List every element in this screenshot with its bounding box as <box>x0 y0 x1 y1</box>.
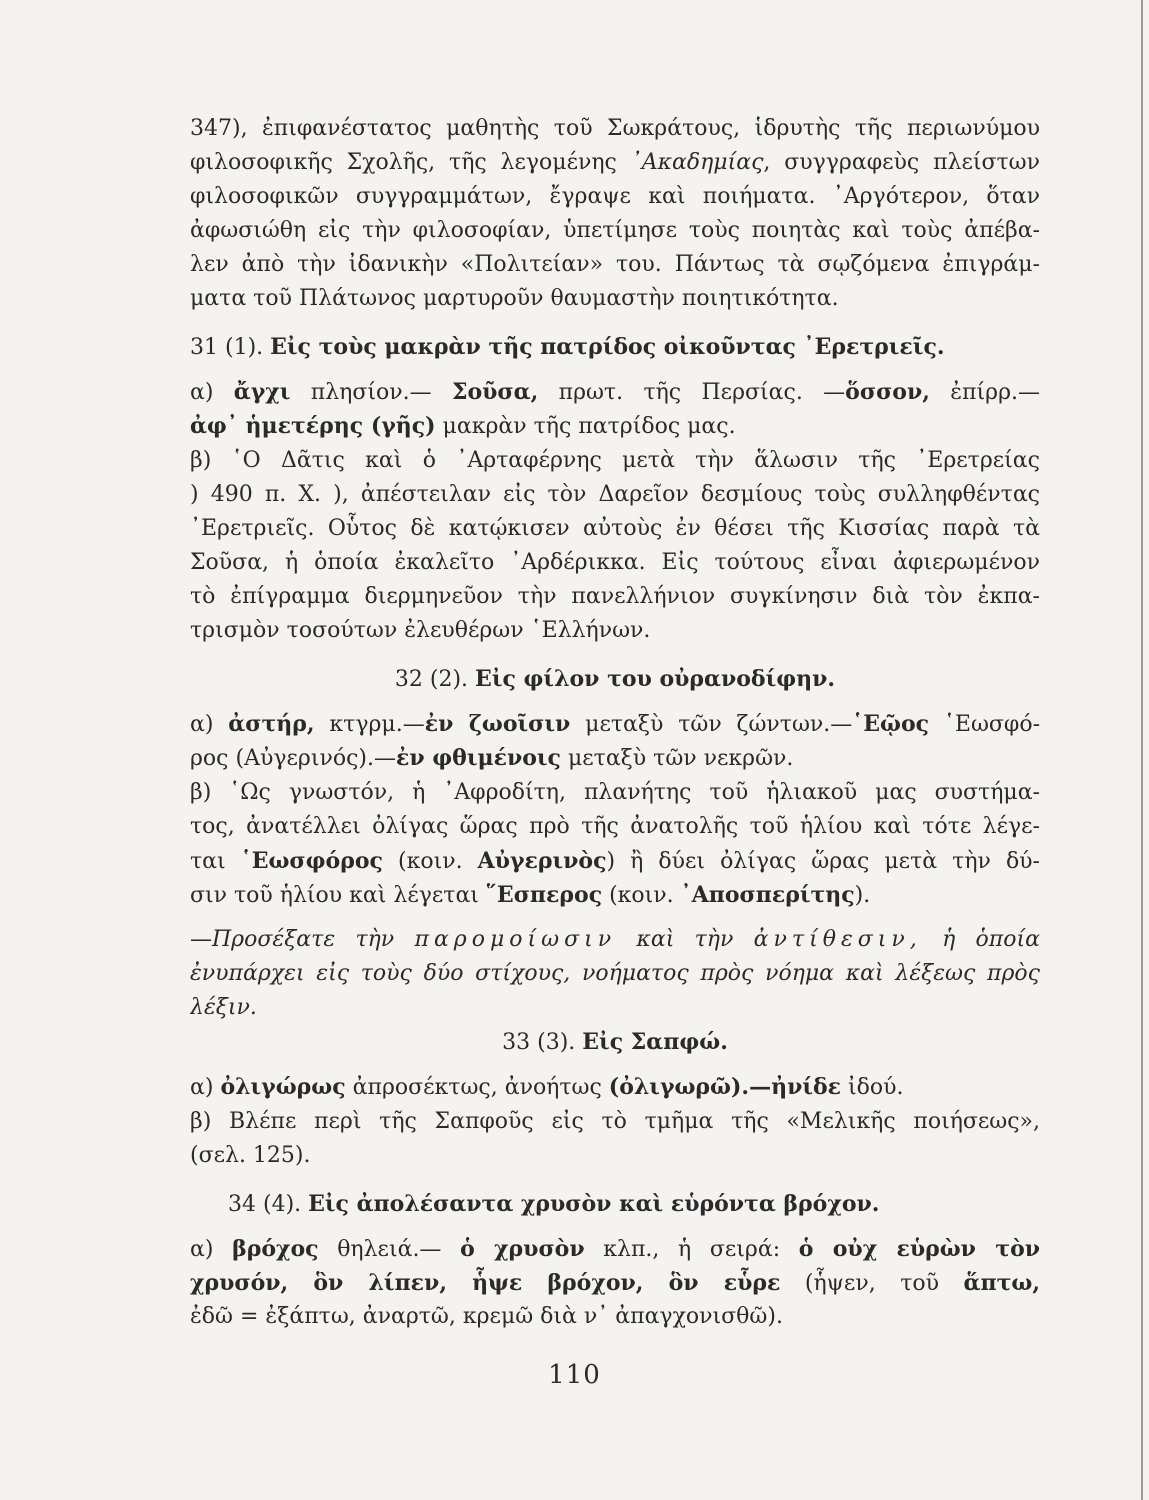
section-heading: 33 (3). Εἰς Σαπφώ. <box>502 1029 728 1055</box>
page-edge <box>1141 0 1143 1500</box>
intro-line: φιλοσοφικῆς Σχολῆς, τῆς λεγομένης ᾿Ακαδημίας, συγγραφεὺς πλείστων <box>190 150 1040 175</box>
note-line: τρισμὸν τοσούτων ἐλευθέρων ῾Ελλήνων. <box>190 618 651 643</box>
intro-line: 347), ἐπιφανέστατος μαθητὴς τοῦ Σωκράτους, ἱδρυτὴς τῆς περιωνύμου <box>190 116 1040 141</box>
note-line: ἐδῶ = ἐξάπτω, ἀναρτῶ, κρεμῶ διὰ ν᾿ ἀπαγχονισθῶ). <box>190 1304 783 1329</box>
intro-line: λεν ἀπὸ τὴν ἰδανικὴν «Πολιτείαν» του. Πάντως τὰ σῳζόμενα ἐπιγράμ- <box>190 252 1040 277</box>
page-number: 110 <box>548 1360 601 1390</box>
text-block <box>190 112 1040 1334</box>
intro-line: ματα τοῦ Πλάτωνος μαρτυροῦν θαυμαστὴν ποιητικότητα. <box>190 286 839 311</box>
note-line: α) βρόχος θηλειά.— ὁ χρυσὸν κλπ., ἡ σειρά: ὁ οὐχ εὑρὼν τὸν <box>190 1236 1040 1262</box>
section-heading: 31 (1). Εἰς τοὺς μακρὰν τῆς πατρίδος οἰκοῦντας ᾿Ερετριεῖς. <box>190 334 945 360</box>
note-line: α) ἄγχι πλησίον.— Σοῦσα, πρωτ. τῆς Περσίας. —ὅσσον, ἐπίρρ.— <box>190 379 1040 405</box>
note-line: σιν τοῦ ἡλίου καὶ λέγεται ῞Εσπερος (κοιν. ᾿Αποσπερίτης). <box>190 882 871 908</box>
note-line: ᾿Ερετριεῖς. Οὗτος δὲ κατῴκισεν αὐτοὺς ἐν θέσει τῆς Κισσίας παρὰ τὰ <box>190 516 1040 541</box>
note-line: ) 490 π. Χ. ), ἀπέστειλαν εἰς τὸν Δαρεῖον δεσμίους τοὺς συλληφθέντας <box>190 482 1040 507</box>
section-heading: 34 (4). Εἰς ἀπολέσαντα χρυσὸν καὶ εὑρόντα βρόχον. <box>228 1191 880 1217</box>
note-line: α) ἀστήρ, κτγρμ.—ἐν ζωοῖσιν μεταξὺ τῶν ζώντων.—῾Εῷος ῾Εωσφό- <box>190 711 1040 737</box>
note-line: ρος (Αὐγερινός).—ἐν φθιμένοις μεταξὺ τῶν νεκρῶν. <box>190 745 794 771</box>
note-line: Σοῦσα, ἡ ὁποία ἐκαλεῖτο ᾿Αρδέρικκα. Εἰς τούτους εἶναι ἀφιερωμένον <box>190 550 1040 575</box>
note-line: α) ὀλιγώρως ἀπροσέκτως, ἀνοήτως (ὀλιγωρῶ).—ἠνίδε ἰδού. <box>190 1074 904 1100</box>
remark-line: —Προσέξατε τὴν παρομοίωσιν καὶ τὴν ἀντίθεσιν, ἡ ὁποία <box>190 927 1040 952</box>
remark-line: ἐνυπάρχει εἰς τοὺς δύο στίχους, νοήματος πρὸς νόημα καὶ λέξεως πρὸς <box>190 961 1040 986</box>
intro-line: ἀφωσιώθη εἰς τὴν φιλοσοφίαν, ὑπετίμησε τοὺς ποιητὰς καὶ τοὺς ἀπέβα- <box>190 218 1040 243</box>
note-line: (σελ. 125). <box>190 1143 311 1168</box>
section-heading: 32 (2). Εἰς φίλον του οὐρανοδίφην. <box>394 666 836 692</box>
note-line: ἀφ᾿ ἡμετέρης (γῆς) μακρὰν τῆς πατρίδος μας. <box>190 413 736 439</box>
note-line: τος, ἀνατέλλει ὀλίγας ὥρας πρὸ τῆς ἀνατολῆς τοῦ ἡλίου καὶ τότε λέγε- <box>190 814 1040 839</box>
note-line: β) Βλέπε περὶ τῆς Σαπφοῦς εἰς τὸ τμῆμα τῆς «Μελικῆς ποιήσεως», <box>190 1109 1040 1134</box>
intro-line: φιλοσοφικῶν συγγραμμάτων, ἔγραψε καὶ ποιήματα. ᾿Αργότερον, ὅταν <box>190 184 1040 209</box>
note-line: χρυσόν, ὃν λίπεν, ἧψε βρόχον, ὃν εὗρε (ἧψεν, τοῦ ἅπτω, <box>190 1270 1040 1296</box>
note-line: τὸ ἐπίγραμμα διερμηνεῦον τὴν πανελλήνιον συγκίνησιν διὰ τὸν ἐκπα- <box>190 584 1040 609</box>
remark-line: λέξιν. <box>190 995 257 1020</box>
note-line: ται ῾Εωσφόρος (κοιν. Αὐγερινὸς) ἢ δύει ὀλίγας ὥρας μετὰ τὴν δύ- <box>190 848 1040 874</box>
note-line: β) ῾Ο Δᾶτις καὶ ὁ ᾿Αρταφέρνης μετὰ τὴν ἅλωσιν τῆς ᾿Ερετρείας <box>190 448 1040 473</box>
note-line: β) ῾Ως γνωστόν, ἡ ᾿Αφροδίτη, πλανήτης τοῦ ἡλιακοῦ μας συστήμα- <box>190 780 1040 805</box>
